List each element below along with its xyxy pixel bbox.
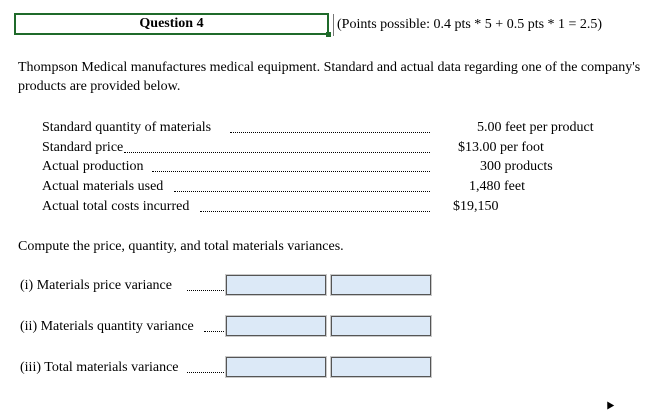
data-label: Actual production bbox=[42, 159, 144, 174]
quantity-variance-type-input[interactable] bbox=[331, 316, 431, 336]
data-value: 5.00 feet per product bbox=[477, 120, 594, 135]
data-value: 300 products bbox=[480, 159, 553, 174]
total-variance-amount-input[interactable] bbox=[226, 357, 326, 377]
question-label: Question 4 bbox=[139, 16, 204, 31]
leader-dots bbox=[174, 191, 430, 192]
total-variance-type-input[interactable] bbox=[331, 357, 431, 377]
data-label: Actual total costs incurred bbox=[42, 199, 190, 214]
quantity-variance-amount-input[interactable] bbox=[226, 316, 326, 336]
data-value: 1,480 feet bbox=[469, 179, 525, 194]
problem-intro: Thompson Medical manufactures medical equipment. Standard and actual data regarding one of the company's products are provided below. bbox=[18, 60, 641, 94]
answer-label: (i) Materials price variance bbox=[20, 278, 172, 293]
leader-dots bbox=[124, 152, 430, 153]
leader-dots bbox=[152, 171, 430, 172]
answer-label: (iii) Total materials variance bbox=[20, 360, 179, 375]
answer-label: (ii) Materials quantity variance bbox=[20, 319, 194, 334]
points-possible: (Points possible: 0.4 pts * 5 + 0.5 pts * 1 = 2.5) bbox=[333, 14, 602, 36]
leader-dots bbox=[187, 290, 224, 291]
leader-dots bbox=[230, 132, 430, 133]
question-header bbox=[14, 13, 329, 35]
price-variance-amount-input[interactable] bbox=[226, 275, 326, 295]
price-variance-type-input[interactable] bbox=[331, 275, 431, 295]
data-value: $13.00 per foot bbox=[458, 140, 544, 155]
data-label: Actual materials used bbox=[42, 179, 164, 194]
leader-dots bbox=[187, 372, 224, 373]
instruction-text: Compute the price, quantity, and total materials variances. bbox=[18, 239, 344, 254]
data-label: Standard quantity of materials bbox=[42, 120, 212, 135]
leader-dots bbox=[200, 211, 430, 212]
data-label: Standard price bbox=[42, 140, 124, 155]
resize-handle-icon bbox=[326, 32, 331, 37]
mouse-pointer-icon bbox=[604, 399, 614, 409]
leader-dots bbox=[204, 331, 224, 332]
data-value: $19,150 bbox=[453, 199, 499, 214]
